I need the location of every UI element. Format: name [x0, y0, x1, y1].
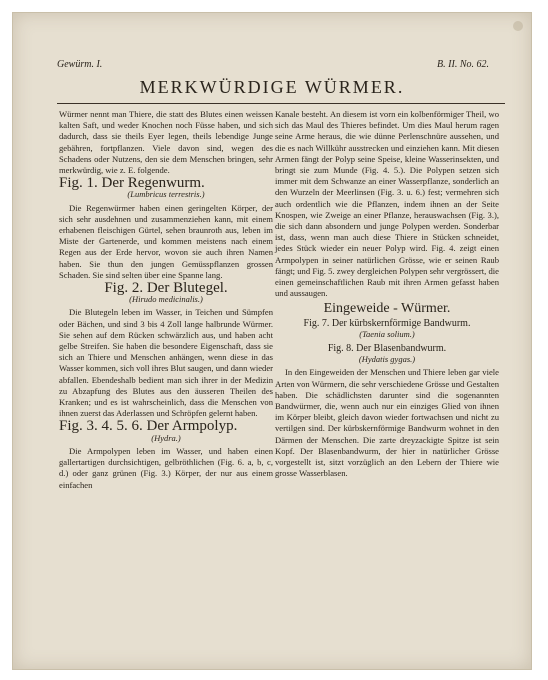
fig7-heading: Fig. 7. Der kürbskernförmige Bandwurm. [303, 317, 471, 329]
fig3-heading: Fig. 3. 4. 5. 6. Der Armpolyp. [59, 418, 238, 435]
page-sheet [12, 12, 532, 670]
fig8-heading: Fig. 8. Der Blasenbandwurm. [327, 343, 447, 355]
header-left: Gewürm. I. [57, 59, 103, 70]
fig8-paragraph: In den Eingeweiden der Menschen und Thiere leben gar viele Arten von Würmern, die sehr verschiedene Grösse und Gestalten haben. Die schädlichsten darunter sind die sogenannten Bandwürmer, die, wenn auch nur ein einziges Glied von ihnen im Körper bleibt, gleich davon wieder fortwachsen und nicht zu vertilgen sind. Der kürbskernförmige Bandwurm wohnet in den Därmen der Menschen. Die zarte dreyzackigte Spitze ist sein Kopf. Der Blasenbandwurm, der hier in natürlicher Grösse vorgestellt ist, sitzt vorzüglich an den Lebern der Thiere wie grosse Wasserblasen. [275, 367, 499, 479]
page-title: MERKWÜRDIGE WÜRMER. [139, 77, 405, 97]
fig2-latin-name: (Hirudo medicinalis.) [129, 294, 203, 305]
polyp-continued-paragraph: Kanale besteht. An diesem ist vorn ein kolbenförmiger Theil, wo sich das Maul des Thieres befindet. Um dies Maul herum ragen seine Arme heraus, die wie dünne Perlenschnüre aussehen, und die es nach Willkühr ausstrecken und einziehen kann. Mit diesen Armen fängt der Polyp seine Speise, kleine Wasserinsekten, und bringt sie zum Munde (Fig. 4. 5.). Die Polypen setzen sich immer mit dem Schwanze an einer Wasserpflanze, sonderlich an den Wurzeln der Meerlinsen (Fig. 3. u. 6.) fest; vermehren sich auch ordentlich wie die Pflanzen, indem ihnen an der Seite Knospen, wie Zweige an einer Pflanze, herauswachsen (Fig. 3.), die sich dann absondern und junge Polypen werden. Sonderbar ist, dass, wenn man auch diese Thiere in Stücken schneidet, jedes Stück wieder ein neuer Polyp wird. Fig. 4. zeigt einen Armpolypen in seiner natürlichen Grösse, wie er seinen Raub fängt; und Fig. 5. zwey dergleichen Polypen sehr vergrössert, die einen gemeinschaftlichen Raub mit ihren Armen gefasst haben und aussaugen. [275, 109, 499, 299]
right-column [275, 109, 499, 482]
fig8-latin-name: (Hydatis gygas.) [358, 354, 416, 365]
fig2-heading: Fig. 2. Der Blutegel. [104, 280, 228, 297]
paper-wormhole [513, 21, 523, 31]
fig1-latin-name: (Lumbricus terrestris.) [127, 189, 205, 200]
header-right: B. II. No. 62. [437, 59, 489, 70]
fig1-heading: Fig. 1. Der Regenwurm. [59, 175, 205, 192]
intro-paragraph: Würmer nennt man Thiere, die statt des Blutes einen weissen kalten Saft, und weder Knochen noch Füsse haben, und sich dadurch, dass sie theils Eyer legen, theils lebendige Junge gebähren, fortpflanzen. Viele davon sind, wegen des Schadens oder Nutzens, den sie dem Menschen bringen, sehr merkwürdig, wie z. E. folgende. [59, 109, 273, 176]
fig1-paragraph: Die Regenwürmer haben einen geringelten Körper, der sich sehr ausdehnen und zusammenziehen kann, mit einem erhabenen fleischigen Gürtel, sehen braunroth aus, leben im Miste der Gartenerde, und kommen meistens nach einem Regen aus der Erde hervor, wovon sie auch ihren Namen haben. Sie thun den jungen Gemüsspflanzen grossen Schaden. Sie sind selten über eine Spanne lang. [59, 202, 273, 280]
fig2-paragraph: Die Blutegeln leben im Wasser, in Teichen und Sümpfen oder Bächen, und sind 3 bis 4 Zoll lange halbrunde Würmer. Sie sehen auf dem Rücken schwärzlich aus, und haben acht gelbe Streifen. Sie haben die besondere Eigenschaft, dass sie sich an Thiere und Menschen anhängen, wenn diese in das Wasser kommen, sich voll ihres Blut saugen, und dann wieder abfallen. Ebendeshalb bedient man sich ihrer in der Medizin zu Abzapfung des Blutes aus den äusseren Theilen des Kranken; und es ist wahrscheinlich, dass die Menschen von ihnen zuerst das Aderlassen und Schröpfen gelernt haben. [59, 307, 273, 419]
left-column [59, 109, 273, 493]
section-heading-eingeweide: Eingeweide - Würmer. [323, 301, 451, 317]
fig3-paragraph: Die Armpolypen leben im Wasser, und haben einen gallertartigen durchsichtigen, gelbröthlichen (Fig. 6. a, b, c, d.) oder ganz grünen (Fig. 3.) Körper, der nur aus einem einfachen [59, 445, 273, 490]
title-rule [57, 103, 505, 104]
fig3-latin-name: (Hydra.) [151, 432, 181, 443]
fig7-latin-name: (Taenia solium.) [359, 328, 415, 339]
